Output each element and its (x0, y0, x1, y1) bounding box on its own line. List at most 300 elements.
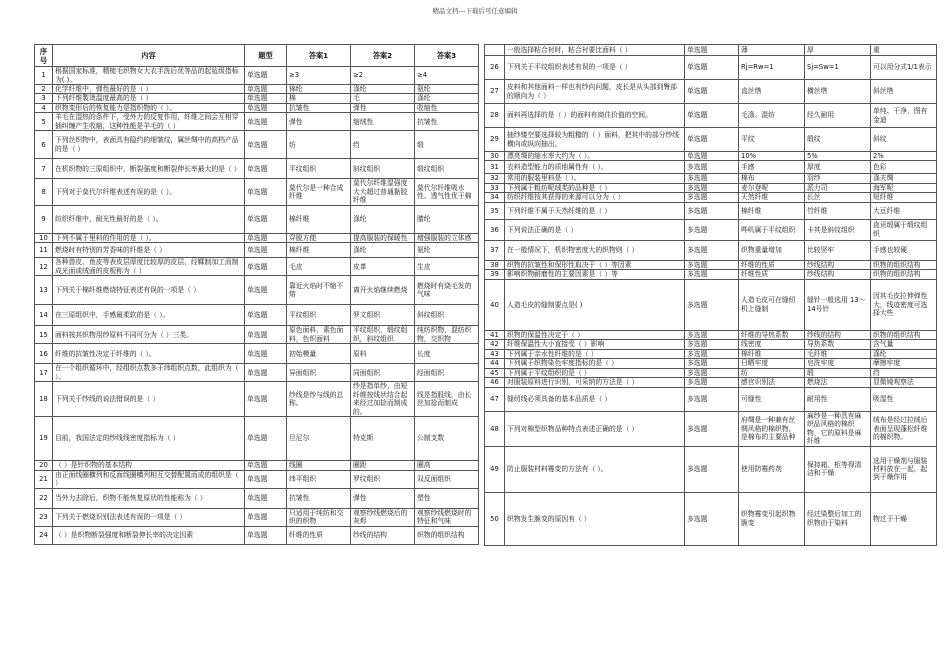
answer-3: 长度 (415, 344, 479, 364)
question-number (485, 45, 505, 56)
answer-1: 莫代尔是一种合成纤维 (287, 179, 351, 205)
answer-2: 5% (805, 152, 871, 161)
table-row (35, 344, 479, 364)
answer-2: 厚 (805, 45, 871, 56)
question-content: 纤维的抗皱性决定于纤维的（ ）。 (53, 344, 245, 364)
header-content: 内容 (53, 45, 245, 67)
question-content: 下列对棉型织物品种特点表述正确的是（ ） (505, 411, 685, 446)
question-type: 单选题 (245, 344, 287, 364)
header-answer-1: 答案1 (287, 45, 351, 67)
answer-3: 吸湿性 (871, 387, 937, 411)
question-type: 单选题 (685, 45, 739, 56)
question-content: 织物发生脆变的原因有（ ） (505, 492, 685, 545)
answer-2: 纱线结构 (805, 260, 871, 269)
table-row (485, 219, 937, 240)
answer-2: 燃烧法 (805, 378, 871, 387)
answer-3: 生皮 (415, 258, 479, 276)
table-row (485, 270, 937, 279)
answer-1: 毛涤、混纺 (739, 104, 805, 128)
question-number: 21 (35, 470, 53, 488)
answer-1: 抗皱性 (287, 488, 351, 508)
question-number: 48 (485, 411, 505, 446)
answer-2: 莫代尔纤维湿强度大大超过普通黏胶纤维 (351, 179, 415, 205)
question-content: 常用的服装里料是（ ）。 (505, 174, 685, 183)
question-content: 影响织物耐磨性的主要因素是（ ）等 (505, 270, 685, 279)
answer-1: 日晒牢度 (739, 359, 805, 368)
question-type: 单选题 (245, 179, 287, 205)
answer-2: 纱是指单纱，由短纤维按线状结合起来经过加捻而制成的。 (351, 382, 415, 417)
table-row (485, 359, 937, 368)
answer-1: 天然纤维 (739, 193, 805, 202)
table-row (35, 94, 479, 103)
answer-2: 经过染整后加工的织物由于染料 (805, 492, 871, 545)
answer-2: 耐用性 (805, 387, 871, 411)
answer-1: 手感 (739, 161, 805, 174)
question-content: 面料再选择的是（ ）的面料有商住价值的空间。 (505, 104, 685, 128)
question-content: 当外力去除后，织物不能恢复原状的性能称为（ ） (53, 488, 245, 508)
answer-1: 麦尔登呢 (739, 183, 805, 192)
answer-1: 10% (739, 152, 805, 161)
answer-3: 大豆纤维 (871, 202, 937, 219)
answer-3: 织物的组织结构 (871, 260, 937, 269)
answer-3: 绉 (871, 368, 937, 377)
answer-1: 平纹 (739, 128, 805, 152)
answer-3: 重 (871, 45, 937, 56)
question-type: 单选题 (245, 243, 287, 258)
answer-1: 棉纤维 (287, 205, 351, 233)
table-row (485, 174, 937, 183)
question-type: 单选题 (245, 103, 287, 112)
question-type: 单选题 (685, 104, 739, 128)
question-type: 多选题 (685, 202, 739, 219)
question-number: 26 (485, 56, 505, 80)
table-row (35, 488, 479, 508)
answer-1: 棉 (287, 94, 351, 103)
question-content: 下列属于平纹组织的是（ ） (505, 368, 685, 377)
answer-1: 锦纶 (287, 85, 351, 94)
question-number: 29 (485, 128, 505, 152)
question-content: 织物的保温性决定于（ ） (505, 330, 685, 339)
question-number: 7 (35, 159, 53, 179)
answer-2: 斜纹组织 (351, 159, 415, 179)
answer-3: 斜纹组织 (415, 305, 479, 326)
answer-3: 2% (871, 152, 937, 161)
question-number: 18 (35, 382, 53, 417)
question-number: 19 (35, 417, 53, 461)
answer-1: 织物霉变引起织物脆变 (739, 492, 805, 545)
question-number: 49 (485, 446, 505, 492)
question-content: 下列属于亲水性纤维的是（ ） (505, 349, 685, 358)
question-content: 下列对于莫代尔纤维表述有误的是（ ）。 (53, 179, 245, 205)
question-type: 多选题 (685, 340, 739, 349)
answer-3: 塑性 (415, 488, 479, 508)
table-row (485, 330, 937, 339)
header-number: 序号 (35, 45, 53, 67)
answer-3: 手感也较硬 (871, 240, 937, 260)
question-number: 30 (485, 152, 505, 161)
table-row (485, 411, 937, 446)
question-content: 纺织纤维按其获得的来源可以分为（ ） (505, 193, 685, 202)
answer-3: 可以用分式1/1表示 (871, 56, 937, 80)
question-content: 对服装原料进行识别，可采纳的方法是（ ） (505, 378, 685, 387)
question-content: 纺织纤维中，耐光性最好的是（ ）。 (53, 205, 245, 233)
question-number: 9 (35, 205, 53, 233)
question-content: 衣料造型能力的质地属性有（ ）。 (505, 161, 685, 174)
answer-3: 经面组织 (415, 364, 479, 382)
answer-2: 麻纱是一种具有麻织品风格的棉织物，它的原料是麻纤维 (805, 411, 871, 446)
answer-1: 毛皮 (287, 258, 351, 276)
question-type: 单选题 (685, 80, 739, 104)
answer-3: 显微镜观察法 (871, 378, 937, 387)
question-type: 多选题 (685, 161, 739, 174)
answer-2: 涤纶 (351, 243, 415, 258)
answer-1: 纤维的导热系数 (739, 330, 805, 339)
answer-2: 缎纹 (805, 128, 871, 152)
answer-1: Rj=Rw=1 (739, 56, 805, 80)
answer-1: 纤维的性质 (287, 526, 351, 544)
question-type: 多选题 (685, 270, 739, 279)
question-type: 单选题 (685, 152, 739, 161)
question-content: 下列属于粗纺呢绒类的品种是（ ） (505, 183, 685, 192)
answer-3: 含气量 (871, 340, 937, 349)
table-row (485, 260, 937, 269)
question-content: 下列关于平纹组织表述有误的一项是（ ） (505, 56, 685, 80)
question-content: 在一个组织循环中，经组织点数多于纬组织点数，此组织为（ ）。 (53, 364, 245, 382)
question-type: 单选题 (245, 85, 287, 94)
answer-2: 圈距 (351, 461, 415, 470)
question-content: 织物变形后的恢复能力是指织物的（ ）。 (53, 103, 245, 112)
answer-1: 只适用于纯纺和交织的织物 (287, 508, 351, 526)
answer-2: 厚度 (805, 161, 871, 174)
answer-3: 燃烧时有烧毛发的气味 (415, 276, 479, 305)
question-number: 3 (35, 94, 53, 103)
question-type: 多选题 (685, 330, 739, 339)
question-type: 多选题 (685, 378, 739, 387)
table-row (35, 470, 479, 488)
question-content: （ ）是针织物的基本结构 (53, 461, 245, 470)
question-content: 抽纱镂空要选择较为粗糙的（ ）面料，把其中的部分纱线横向或纵向抽出。 (505, 128, 685, 152)
table-row (35, 85, 479, 94)
page-header: 精品文档---下载后可任意编辑 (432, 7, 518, 15)
question-content: 皮料和其他面料一样也有纱向问题，皮长是从头部到臀部的顺向为（ ） (505, 80, 685, 104)
question-content: 下列关于棉纤维燃烧特征表述有误的一项是（ ） (53, 276, 245, 305)
answer-1: 纬平组织 (287, 470, 351, 488)
answer-3: 物过于干燥 (871, 492, 937, 545)
question-number: 50 (485, 492, 505, 545)
question-type: 多选题 (685, 260, 739, 269)
question-number: 37 (485, 240, 505, 260)
answer-1: 织物重量增加 (739, 240, 805, 260)
question-content: 根据国家标准，精梳毛织物女大衣手洗后优等品的起毡级指标为( )。 (53, 67, 245, 85)
question-type: 单选题 (245, 526, 287, 544)
table-row (35, 159, 479, 179)
answer-3: 线是指股线，由长丝加捻而制成 (415, 382, 479, 417)
answer-3: 织物的组织结构 (415, 526, 479, 544)
table-row (35, 233, 479, 242)
answer-1: 弹性 (287, 113, 351, 131)
table-row (35, 131, 479, 159)
answer-3: 绒布是经过拉绒后表面呈现蓬松纤维的棉织物。 (871, 411, 937, 446)
answer-2: 缎 (805, 368, 871, 377)
question-type: 多选题 (685, 279, 739, 330)
answer-2: 罗文组织 (351, 305, 415, 326)
question-content: 面料按其织物用纱原料不同可分为（ ）三类。 (53, 326, 245, 344)
answer-2: 纱线结构 (805, 270, 871, 279)
question-number: 32 (485, 174, 505, 183)
answer-3: 短纤维 (871, 193, 937, 202)
answer-2: 弹性 (351, 103, 415, 112)
table-row (485, 128, 937, 152)
answer-1: 抗皱性 (287, 103, 351, 112)
question-content: 下列关于燃烧识别法表述有误的一项是（ ） (53, 508, 245, 526)
answer-3: 织物的组织结构 (871, 330, 937, 339)
table-row (485, 152, 937, 161)
answer-3: 选用干燥剂与服装材料放在一起，起到干燥作用 (871, 446, 937, 492)
question-number: 47 (485, 387, 505, 411)
table-row (35, 243, 479, 258)
question-content: 目前，我国法定的纱线线密度指标为（ ） (53, 417, 245, 461)
answer-2: 罗纹组织 (351, 470, 415, 488)
table-row (35, 326, 479, 344)
answer-2: 纱线的结构 (351, 526, 415, 544)
answer-3: 增强服装的立体感 (415, 233, 479, 242)
table-row (35, 526, 479, 544)
answer-2: 同面组织 (351, 364, 415, 382)
question-number: 45 (485, 368, 505, 377)
question-number: 11 (35, 243, 53, 258)
answer-1: 棉布 (739, 174, 805, 183)
answer-2: 导热系数 (805, 340, 871, 349)
answer-3: 观察纱线燃烧时的特征和气味 (415, 508, 479, 526)
answer-2: 经久耐用 (805, 104, 871, 128)
answer-2: 弹性 (351, 488, 415, 508)
question-number: 5 (35, 113, 53, 131)
question-content: 在一般情况下，机织物密度大的织物则（ ） (505, 240, 685, 260)
question-number: 8 (35, 179, 53, 205)
table-row (35, 179, 479, 205)
question-type: 单选题 (245, 159, 287, 179)
question-content: 化学纤维中，弹性最好的是（ ） (53, 85, 245, 94)
question-content: 下列纤维不属于天然纤维的是（ ） (505, 202, 685, 219)
answer-1: 府绸是一种兼有丝绸风格的棉织物，是棉布的主要品种 (739, 411, 805, 446)
answer-2: 派力司 (805, 183, 871, 192)
question-content: 下列属于织物染色牢度指标的是（ ） (505, 359, 685, 368)
answer-3: ≥4 (415, 67, 479, 85)
question-type: 单选题 (245, 205, 287, 233)
question-content: （ ）是织物断裂强度和断裂伸长率的决定因素 (53, 526, 245, 544)
answer-1: 薄 (739, 45, 805, 56)
answer-2: 羽纱 (805, 174, 871, 183)
question-type: 单选题 (685, 56, 739, 80)
answer-1: 直丝绺 (739, 80, 805, 104)
question-content: 漂亮绸的缩水率大约为（ ）。 (505, 152, 685, 161)
question-table-left (34, 44, 479, 545)
question-type: 多选题 (685, 193, 739, 202)
question-number: 1 (35, 67, 53, 85)
answer-3: 织物的组织结构 (871, 270, 937, 279)
answer-2: 长丝 (805, 193, 871, 202)
question-content: 缝纫线必须具备的基本品质是（ ） (505, 387, 685, 411)
question-content: 羊毛在湿热的条件下，受外力的反复作用，纤维之间会互相穿插纠缠产生收缩，这种性能是羊毛的（ ） (53, 113, 245, 131)
answer-1: 棉纤维 (287, 243, 351, 258)
question-type: 多选题 (685, 446, 739, 492)
question-type: 多选题 (685, 359, 739, 368)
answer-1: 平纹组织 (287, 159, 351, 179)
question-number: 36 (485, 219, 505, 240)
question-type: 单选题 (245, 417, 287, 461)
question-number: 46 (485, 378, 505, 387)
answer-1: 平纹组织 (287, 305, 351, 326)
answer-3: 腈纶 (415, 205, 479, 233)
question-content: 下列丝织物中，表面具有隐约的细皱纹，属丝绸中的高档产品的是（ ） (53, 131, 245, 159)
table-row (35, 67, 479, 85)
answer-3: 海军呢 (871, 183, 937, 192)
question-number: 16 (35, 344, 53, 364)
answer-2: 涤纶 (351, 85, 415, 94)
question-type: 多选题 (685, 387, 739, 411)
question-number: 33 (485, 183, 505, 192)
table-row (35, 508, 479, 526)
table-row (485, 387, 937, 411)
question-type: 多选题 (685, 368, 739, 377)
question-type: 单选题 (245, 131, 287, 159)
table-row (485, 56, 937, 80)
question-content: 下列关于纱线的说法错误的是（ ） (53, 382, 245, 417)
answer-3: 收缩性 (415, 103, 479, 112)
question-type: 单选题 (245, 488, 287, 508)
answer-1: 纺 (287, 131, 351, 159)
answer-2: 离开火焰继续燃烧 (351, 276, 415, 305)
answer-3: 涤纶 (871, 349, 937, 358)
question-number: 24 (35, 526, 53, 544)
answer-2: 卡其是斜纹组织 (805, 219, 871, 240)
answer-3: 色彩 (871, 161, 937, 174)
question-number: 34 (485, 193, 505, 202)
table-row (35, 382, 479, 417)
answer-2: 平纹组织，缎纹组织，斜纹组织 (351, 326, 415, 344)
header-answer-2: 答案2 (351, 45, 415, 67)
question-type: 单选题 (245, 276, 287, 305)
answer-1: 使用防霉药剂 (739, 446, 805, 492)
answer-2: 横丝绺 (805, 80, 871, 104)
table-row (485, 378, 937, 387)
table-row (35, 364, 479, 382)
answer-1: 靠近火焰时不缩不熔 (287, 276, 351, 305)
answer-2: 提高服装的保暖性 (351, 233, 415, 242)
answer-1: 初始模量 (287, 344, 351, 364)
answer-3: 斜纹 (871, 128, 937, 152)
answer-3: 圈高 (415, 461, 479, 470)
question-type: 多选题 (685, 349, 739, 358)
question-number: 10 (35, 233, 53, 242)
question-content: 在三原组织中，手感最柔软的是（ ）。 (53, 305, 245, 326)
question-number: 15 (35, 326, 53, 344)
question-number: 6 (35, 131, 53, 159)
answer-2: 涤纶 (351, 205, 415, 233)
question-table-right (484, 44, 937, 546)
answer-2: 观察纱线燃烧后的灰烬 (351, 508, 415, 526)
table-row (485, 340, 937, 349)
question-number: 38 (485, 260, 505, 269)
answer-1: 棉纤维 (739, 202, 805, 219)
answer-1: 线圈 (287, 461, 351, 470)
question-content: 纤维保温性大小直接受（ ）影响 (505, 340, 685, 349)
answer-1: 纱线是纱与线的总称。 (287, 382, 351, 417)
question-number: 41 (485, 330, 505, 339)
question-number: 23 (35, 508, 53, 526)
table-row (35, 276, 479, 305)
table-row (485, 80, 937, 104)
answer-2: 缩绒性 (351, 113, 415, 131)
answer-3: 公制支数 (415, 417, 479, 461)
question-number: 13 (35, 276, 53, 305)
answer-1: 人造毛皮可在缝纫机上缝制 (739, 279, 805, 330)
question-number: 14 (35, 305, 53, 326)
answer-2: 比较坚牢 (805, 240, 871, 260)
question-content: 下列不属于里料的作用的是（ ）。 (53, 233, 245, 242)
question-content: 防止服装材料霉变的方法有（ ）。 (505, 446, 685, 492)
table-header-row (35, 45, 479, 67)
answer-3: 涤夫绸 (871, 174, 937, 183)
answer-1: 纤维的性质 (739, 260, 805, 269)
answer-2: 绉 (351, 131, 415, 159)
table-row (485, 202, 937, 219)
question-type: 单选题 (245, 461, 287, 470)
question-number: 39 (485, 270, 505, 279)
answer-1: 纺 (739, 368, 805, 377)
table-row (485, 446, 937, 492)
question-number: 4 (35, 103, 53, 112)
question-type: 单选题 (245, 94, 287, 103)
question-content: 下列纤维製烫温度最高的是（ ） (53, 94, 245, 103)
question-type: 单选题 (245, 364, 287, 382)
answer-1: 原色面料，素色面料，色织面料 (287, 326, 351, 344)
table-row (35, 205, 479, 233)
answer-2: 纱线的结构 (805, 330, 871, 339)
answer-3: 直贡缎属于缎纹组织 (871, 219, 937, 240)
table-row (485, 492, 937, 545)
table-row (35, 417, 479, 461)
question-type: 单选题 (245, 113, 287, 131)
answer-3: 单纯、干净、图有金迪 (871, 104, 937, 128)
question-type: 多选题 (685, 240, 739, 260)
answer-2: 缝针一般选用 13～14号针 (805, 279, 871, 330)
header-type: 题型 (245, 45, 287, 67)
answer-2: 皮革 (351, 258, 415, 276)
answer-3: 摩擦牢度 (871, 359, 937, 368)
table-row (35, 103, 479, 112)
answer-2: 特克斯 (351, 417, 415, 461)
question-type: 多选题 (685, 219, 739, 240)
answer-1: 线密度 (739, 340, 805, 349)
header-answer-3: 答案3 (415, 45, 479, 67)
answer-1: 旦尼尔 (287, 417, 351, 461)
answer-3: 缎 (415, 131, 479, 159)
answer-2: 保持箱、柜等得清洁和干燥 (805, 446, 871, 492)
question-type: 单选题 (245, 382, 287, 417)
answer-3: 缎纹组织 (415, 159, 479, 179)
question-number: 12 (35, 258, 53, 276)
answer-3: 因其毛皮拉伸弹性大，线迹密度可选择大些 (871, 279, 937, 330)
answer-3: 氨纶 (415, 243, 479, 258)
question-number: 35 (485, 202, 505, 219)
question-type: 单选题 (245, 470, 287, 488)
question-content: 织物的抗皱性和保形性取决于（ ）等因素 (505, 260, 685, 269)
table-row (485, 161, 937, 174)
table-row (35, 113, 479, 131)
answer-1: 感官识别法 (739, 378, 805, 387)
question-content: 在机织物的三原组织中，断裂强度和断裂伸长率最大的是（ ） (53, 159, 245, 179)
